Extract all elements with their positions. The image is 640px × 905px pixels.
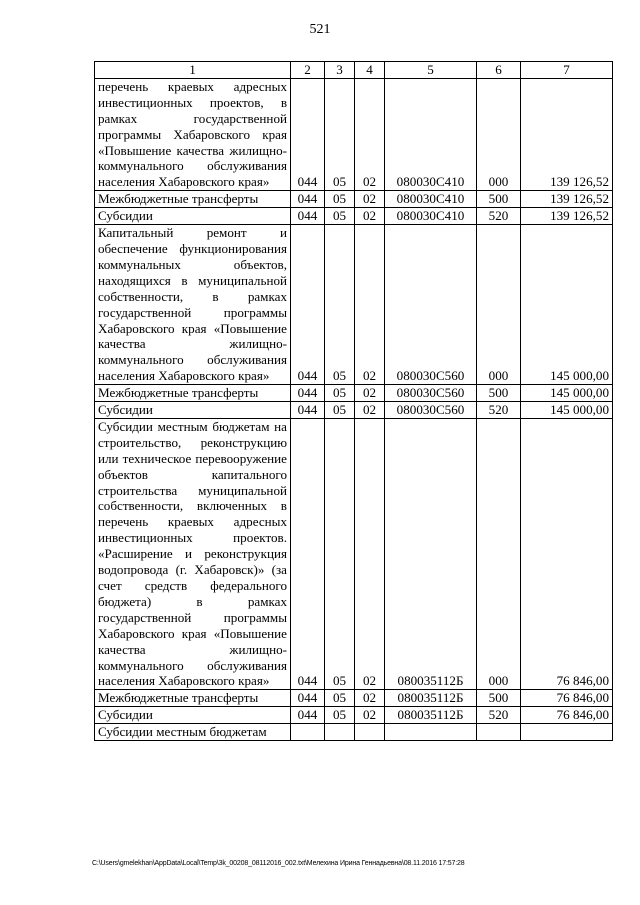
row-value-cell (325, 724, 355, 741)
row-value-cell: 080030С410 (385, 208, 477, 225)
table-row (95, 78, 613, 190)
row-value-cell: 02 (355, 418, 385, 689)
page-number: 521 (309, 22, 331, 37)
row-name-cell: Межбюджетные трансферты (95, 690, 291, 707)
table-row (95, 707, 613, 724)
row-value-cell: 500 (477, 385, 521, 402)
row-value-cell: 02 (355, 208, 385, 225)
column-header: 3 (325, 62, 355, 79)
row-value-cell: 139 126,52 (521, 191, 613, 208)
table-header-row (95, 62, 613, 79)
row-value-cell: 080035112Б (385, 707, 477, 724)
row-value-cell: 139 126,52 (521, 208, 613, 225)
row-name-cell: Межбюджетные трансферты (95, 191, 291, 208)
row-value-cell: 080035112Б (385, 418, 477, 689)
row-value-cell: 520 (477, 707, 521, 724)
row-value-cell: 02 (355, 690, 385, 707)
row-value-cell: 02 (355, 707, 385, 724)
row-value-cell: 000 (477, 225, 521, 385)
row-value-cell (385, 724, 477, 741)
row-value-cell: 080030С560 (385, 402, 477, 419)
row-value-cell: 05 (325, 402, 355, 419)
table-row (95, 418, 613, 689)
row-value-cell: 500 (477, 690, 521, 707)
column-header: 4 (355, 62, 385, 79)
column-header: 5 (385, 62, 477, 79)
row-value-cell: 02 (355, 78, 385, 190)
row-value-cell: 080030С560 (385, 385, 477, 402)
row-value-cell: 02 (355, 225, 385, 385)
row-name-cell: Субсидии местным бюджетам на строительство, реконструкцию или техническое перевооружение объектов капитального строительства муниципальной собственности, включенных в перечень краевых адресных инвестиционных проектов. «Расширение и реконструкция водопровода (г. Хабаровск)» (за счет средств федерального бюджета) в рамках государственной программы Хабаровского края «Повышение качества жилищно-коммунального обслуживания населения Хабаровского края» (95, 418, 291, 689)
row-name-cell: Субсидии (95, 707, 291, 724)
row-value-cell: 05 (325, 707, 355, 724)
row-value-cell: 080030С560 (385, 225, 477, 385)
row-value-cell (355, 724, 385, 741)
table-row (95, 690, 613, 707)
row-value-cell: 145 000,00 (521, 385, 613, 402)
table-row (95, 385, 613, 402)
row-name-cell: Субсидии местным бюджетам (95, 724, 291, 741)
budget-table (94, 61, 613, 741)
row-value-cell: 080035112Б (385, 690, 477, 707)
row-value-cell (521, 724, 613, 741)
row-value-cell: 500 (477, 191, 521, 208)
table-row (95, 191, 613, 208)
row-name-cell: Межбюджетные трансферты (95, 385, 291, 402)
row-value-cell: 520 (477, 208, 521, 225)
row-value-cell: 05 (325, 191, 355, 208)
row-value-cell: 044 (291, 707, 325, 724)
row-value-cell: 000 (477, 418, 521, 689)
table-row (95, 225, 613, 385)
row-value-cell: 05 (325, 78, 355, 190)
row-value-cell: 76 846,00 (521, 418, 613, 689)
row-value-cell: 05 (325, 418, 355, 689)
row-value-cell: 02 (355, 385, 385, 402)
row-value-cell: 044 (291, 402, 325, 419)
table-row (95, 402, 613, 419)
row-value-cell (291, 724, 325, 741)
row-value-cell: 044 (291, 78, 325, 190)
row-value-cell: 05 (325, 385, 355, 402)
column-header: 6 (477, 62, 521, 79)
table-row (95, 724, 613, 741)
row-value-cell: 76 846,00 (521, 707, 613, 724)
column-header: 1 (95, 62, 291, 79)
row-value-cell: 080030С410 (385, 78, 477, 190)
row-value-cell: 145 000,00 (521, 225, 613, 385)
row-name-cell: Капитальный ремонт и обеспечение функционирования коммунальных объектов, находящихся в муниципальной собственности, в рамках государственной программы Хабаровского края «Повышение качества жилищно-коммунального обслуживания населения Хабаровского края» (95, 225, 291, 385)
row-value-cell: 044 (291, 418, 325, 689)
row-name-cell: Субсидии (95, 402, 291, 419)
row-name-cell: Субсидии (95, 208, 291, 225)
row-value-cell: 76 846,00 (521, 690, 613, 707)
row-value-cell: 05 (325, 690, 355, 707)
row-value-cell: 02 (355, 402, 385, 419)
column-header: 2 (291, 62, 325, 79)
row-value-cell (477, 724, 521, 741)
row-value-cell: 05 (325, 208, 355, 225)
row-value-cell: 520 (477, 402, 521, 419)
row-name-cell: перечень краевых адресных инвестиционных проектов, в рамках государственной программы Хабаровского края «Повышение качества жилищно-коммунального обслуживания населения Хабаровского края» (95, 78, 291, 190)
row-value-cell: 044 (291, 690, 325, 707)
row-value-cell: 000 (477, 78, 521, 190)
row-value-cell: 145 000,00 (521, 402, 613, 419)
row-value-cell: 044 (291, 191, 325, 208)
column-header: 7 (521, 62, 613, 79)
row-value-cell: 044 (291, 385, 325, 402)
table-row (95, 208, 613, 225)
row-value-cell: 080030С410 (385, 191, 477, 208)
row-value-cell: 044 (291, 225, 325, 385)
row-value-cell: 02 (355, 191, 385, 208)
row-value-cell: 139 126,52 (521, 78, 613, 190)
row-value-cell: 044 (291, 208, 325, 225)
file-path-footer: C:\Users\gmelekhan\AppData\Local\Temp\3k_00208_08112016_002.txt\Мелехина Ирина Геннадьевна\08.11.2016 17:57:28 (92, 860, 465, 867)
row-value-cell: 05 (325, 225, 355, 385)
